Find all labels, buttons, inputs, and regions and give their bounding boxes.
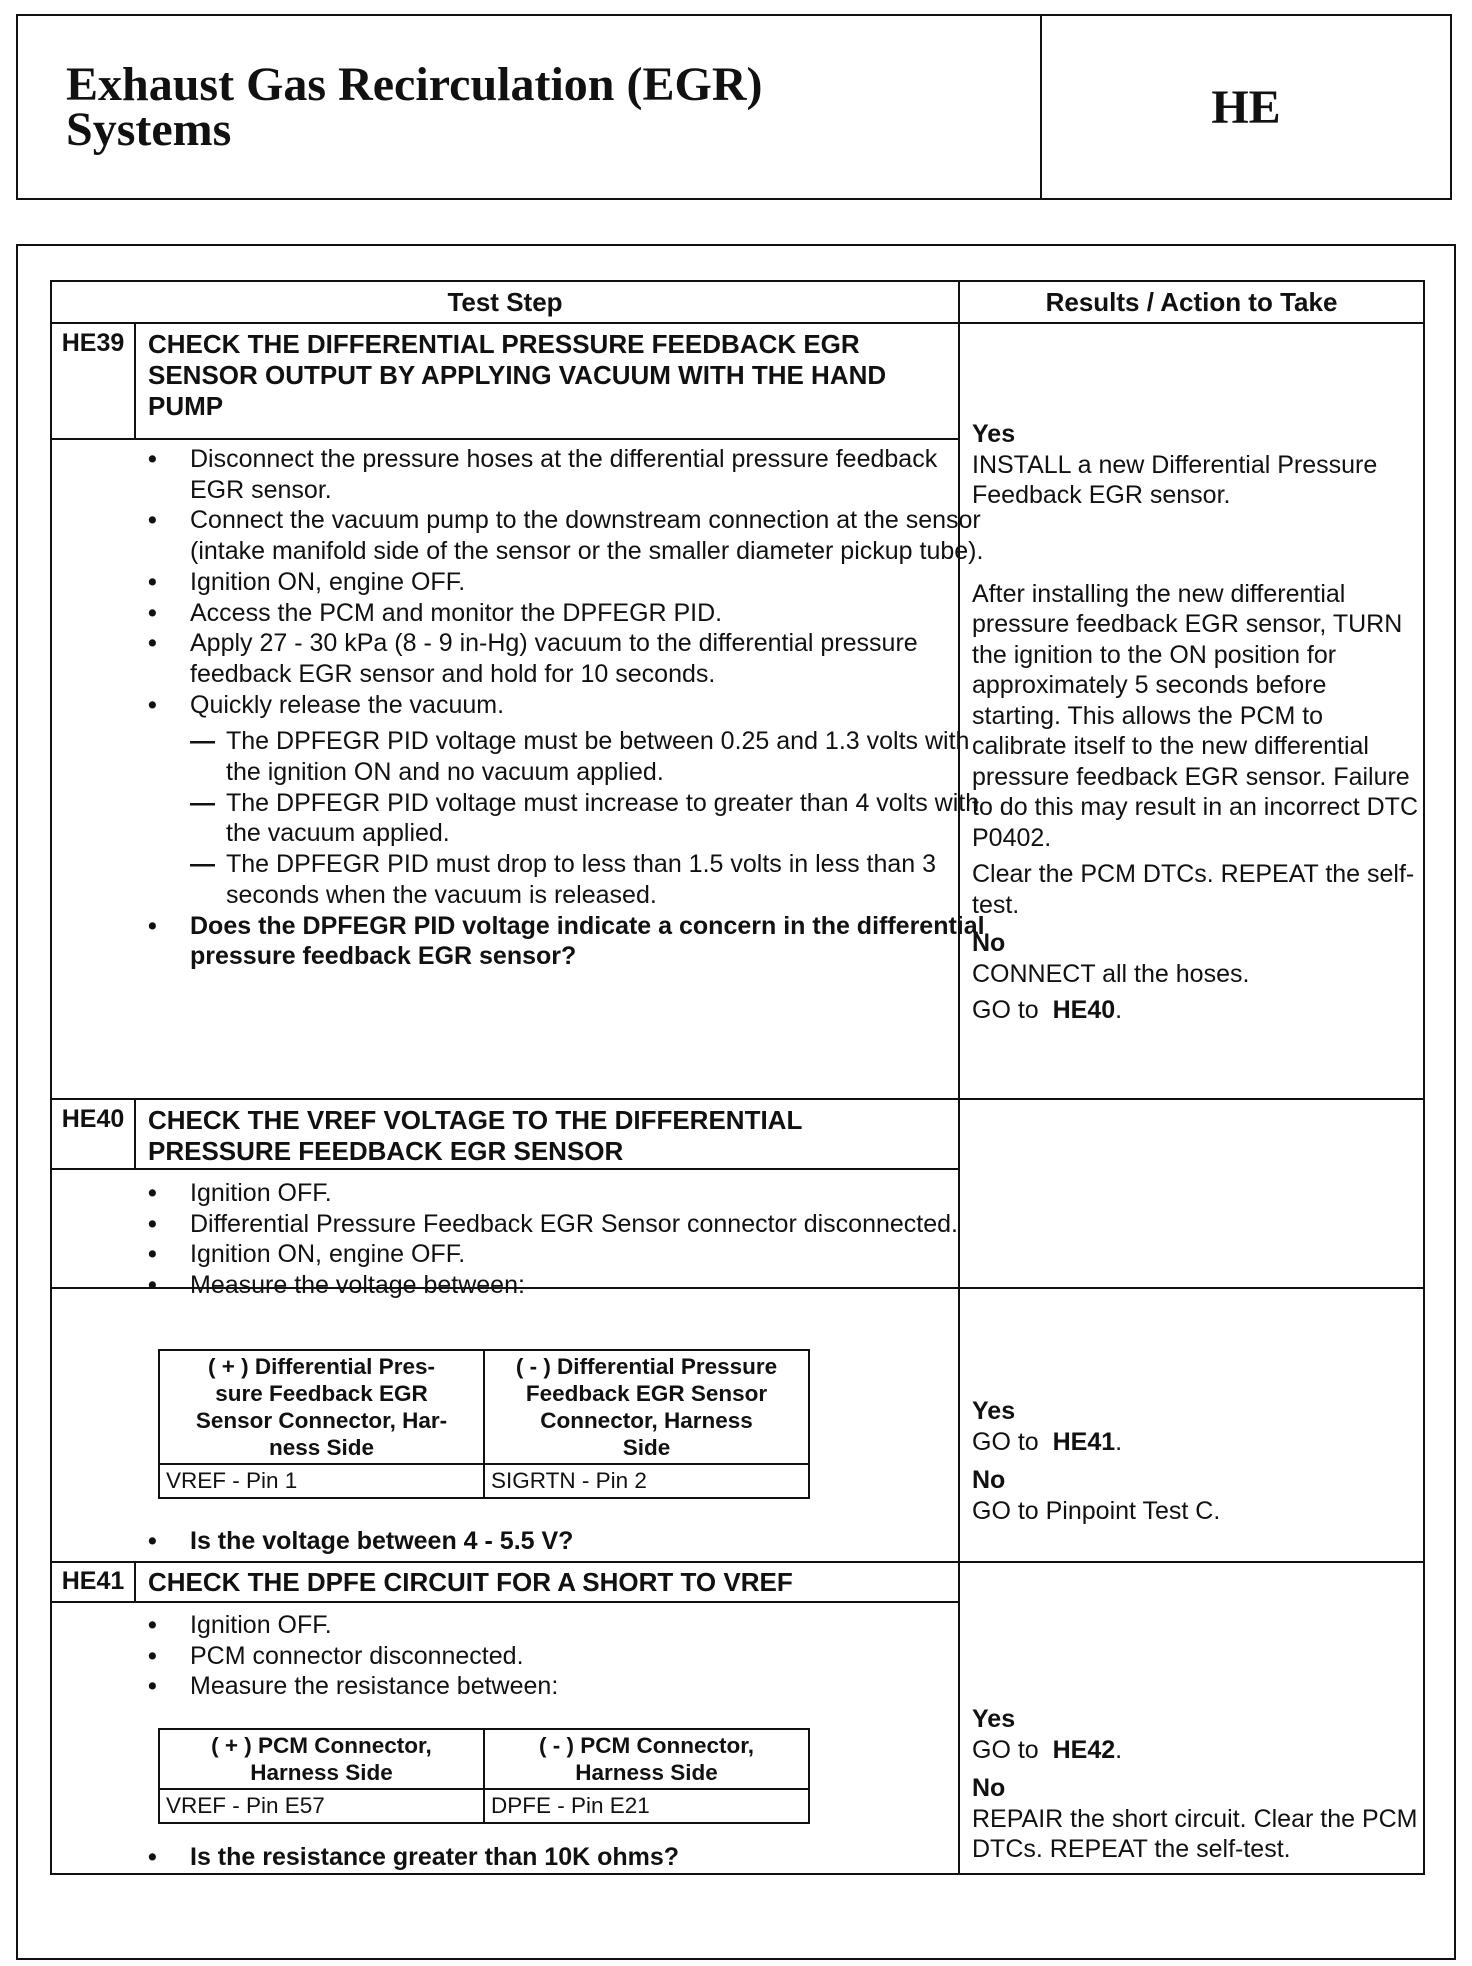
id-divider xyxy=(134,322,136,440)
list-item: • Ignition OFF. xyxy=(148,1178,988,1209)
goto-line xyxy=(972,995,1422,1026)
step-checklist xyxy=(148,1610,988,1702)
no-action: GO to Pinpoint Test C. xyxy=(972,1496,1221,1525)
table-cell-negative: DPFE - Pin E21 xyxy=(484,1789,809,1823)
goto-suffix: . xyxy=(1115,996,1123,1024)
test-step-table xyxy=(50,280,1425,1875)
step-title: CHECK THE DIFFERENTIAL PRESSURE FEEDBACK EGR SENSOR OUTPUT BY APPLYING VACUUM WITH THE HAND PUMP xyxy=(148,329,887,421)
title-rule xyxy=(52,1168,958,1170)
step-title: CHECK THE VREF VOLTAGE TO THE DIFFERENTIAL PRESSURE FEEDBACK EGR SENSOR xyxy=(148,1105,802,1166)
title-rule xyxy=(52,438,136,440)
list-item: • Measure the resistance between: xyxy=(148,1671,988,1702)
id-divider xyxy=(134,1098,136,1170)
list-item: • Connect the vacuum pump to the downstream connection at the sensor (intake manifold side of the sensor or the smaller diameter pickup tube). xyxy=(148,505,988,566)
measurement-table xyxy=(158,1349,810,1499)
list-item: • Ignition OFF. xyxy=(148,1610,988,1641)
list-item: • Ignition ON, engine OFF. xyxy=(148,567,988,598)
goto-target: HE40 xyxy=(1052,996,1116,1024)
list-item: • Measure the voltage between: xyxy=(148,1270,988,1301)
header-rule xyxy=(52,322,1423,324)
goto-suffix: . xyxy=(1115,1427,1123,1456)
table-header-negative: ( - ) Differential Pressure Feedback EGR Sensor Connector, Harness Side xyxy=(484,1350,809,1464)
step-question: • Is the resistance greater than 10K ohms? xyxy=(148,1842,988,1873)
column-header-test-step: Test Step xyxy=(447,286,563,317)
yes-action xyxy=(972,1427,1422,1458)
row-rule xyxy=(52,1098,1423,1100)
criteria-list xyxy=(190,726,988,910)
criteria-item: — The DPFEGR PID voltage must be between 0.25 and 1.3 volts with the ignition ON and no vacuum applied. xyxy=(190,726,988,787)
list-item-text: Quickly release the vacuum. xyxy=(190,690,505,719)
goto-target: HE41 xyxy=(1052,1427,1116,1456)
goto-prefix: GO to xyxy=(972,996,1039,1024)
no-label: No xyxy=(972,1466,1006,1494)
step-question: • Is the voltage between 4 - 5.5 V? xyxy=(148,1526,988,1557)
row-rule xyxy=(52,1561,1423,1563)
clear-instruction: Clear the PCM DTCs. REPEAT the self-test. xyxy=(972,860,1415,919)
goto-suffix: . xyxy=(1115,1735,1123,1764)
criteria-item: — The DPFEGR PID must drop to less than 1.5 volts in less than 3 seconds when the vacuum is released. xyxy=(190,849,988,910)
goto-target: HE42 xyxy=(1052,1735,1116,1764)
step-question: • Does the DPFEGR PID voltage indicate a concern in the differential pressure feedback EGR sensor? xyxy=(148,911,988,972)
goto-prefix: GO to xyxy=(972,1735,1039,1764)
column-header-results: Results / Action to Take xyxy=(1045,286,1338,317)
table-cell-negative: SIGRTN - Pin 2 xyxy=(484,1464,809,1498)
step-result xyxy=(972,419,1422,1026)
yes-label: Yes xyxy=(972,1397,1016,1425)
list-item: • Differential Pressure Feedback EGR Sensor connector disconnected. xyxy=(148,1209,988,1240)
title-rule xyxy=(134,438,958,440)
yes-action xyxy=(972,1735,1422,1766)
criteria-item: — The DPFEGR PID voltage must increase to greater than 4 volts with the vacuum applied. xyxy=(190,788,988,849)
goto-prefix: GO to xyxy=(972,1427,1039,1456)
step-question-list xyxy=(148,1842,988,1873)
page-title: Exhaust Gas Recirculation (EGR) Systems xyxy=(66,58,763,156)
table-header-positive: ( + ) PCM Connector, Harness Side xyxy=(159,1729,484,1789)
no-label: No xyxy=(972,1774,1006,1802)
table-cell-positive: VREF - Pin 1 xyxy=(159,1464,484,1498)
list-item xyxy=(148,690,988,911)
list-item: • Access the PCM and monitor the DPFEGR PID. xyxy=(148,598,988,629)
step-id: HE39 xyxy=(61,329,125,357)
title-rule xyxy=(52,1601,958,1603)
install-note: After installing the new differential pressure feedback EGR sensor, TURN the ignition to the ON position for approximately 5 seconds before starting. This allows the PCM to calibrate itself to the new differential pressure feedback EGR sensor. Failure to do this may result in an incorrect DTC P0402. xyxy=(972,579,1418,852)
list-item: • Ignition ON, engine OFF. xyxy=(148,1239,988,1270)
step-checklist xyxy=(148,1178,988,1301)
step-id: HE40 xyxy=(61,1105,125,1133)
list-item: • Disconnect the pressure hoses at the differential pressure feedback EGR sensor. xyxy=(148,444,988,505)
table-header-positive: ( + ) Differential Pres- sure Feedback EGR Sensor Connector, Har- ness Side xyxy=(159,1350,484,1464)
page-header xyxy=(16,14,1452,200)
list-item: • Apply 27 - 30 kPa (8 - 9 in-Hg) vacuum to the differential pressure feedback EGR sensor and hold for 10 seconds. xyxy=(148,628,988,689)
yes-label: Yes xyxy=(972,420,1016,448)
list-item: • PCM connector disconnected. xyxy=(148,1641,988,1672)
step-result xyxy=(972,1396,1422,1526)
id-divider xyxy=(134,1561,136,1603)
no-action: REPAIR the short circuit. Clear the PCM DTCs. REPEAT the self-test. xyxy=(972,1804,1418,1863)
no-action: CONNECT all the hoses. xyxy=(972,959,1250,988)
step-checklist xyxy=(148,444,988,972)
yes-label: Yes xyxy=(972,1705,1016,1733)
no-label: No xyxy=(972,929,1006,957)
step-result xyxy=(972,1704,1422,1865)
measurement-table xyxy=(158,1728,810,1824)
step-id: HE41 xyxy=(61,1567,125,1595)
yes-action: INSTALL a new Differential Pressure Feedback EGR sensor. xyxy=(972,450,1378,509)
section-code: HE xyxy=(1211,80,1281,134)
table-header-negative: ( - ) PCM Connector, Harness Side xyxy=(484,1729,809,1789)
table-cell-positive: VREF - Pin E57 xyxy=(159,1789,484,1823)
step-question-list xyxy=(148,1526,988,1557)
step-title: CHECK THE DPFE CIRCUIT FOR A SHORT TO VREF xyxy=(148,1567,793,1597)
